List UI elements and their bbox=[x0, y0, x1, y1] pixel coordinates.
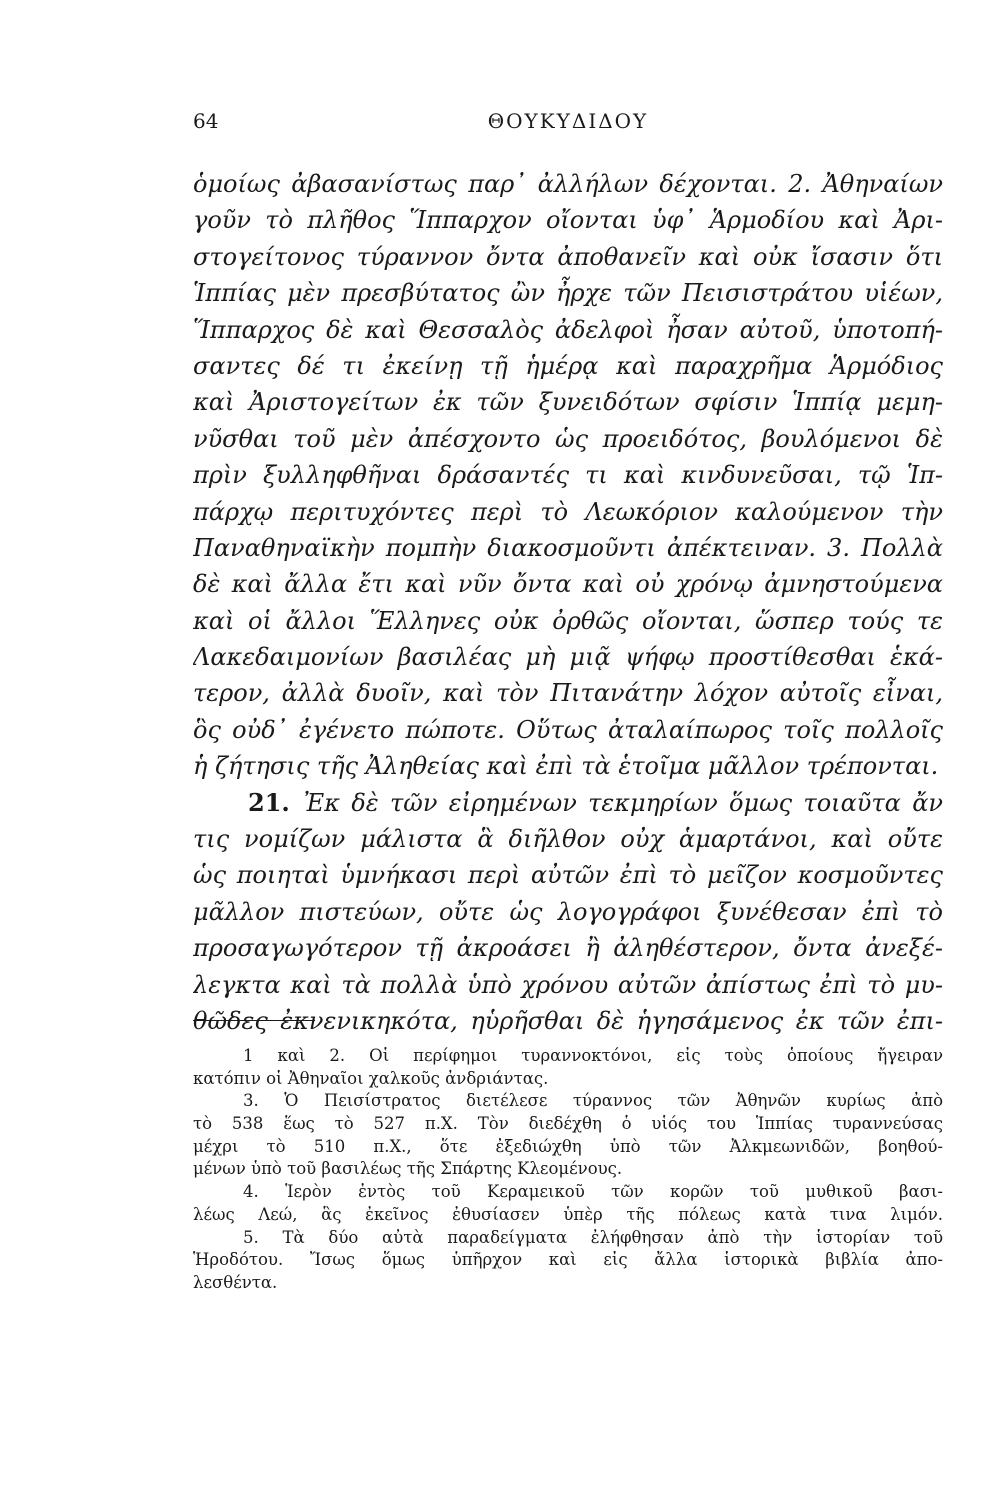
text-line: νῦσθαι τοῦ μὲν ἀπέσχοντο ὡς προειδότος, βουλόμενοι δὲ bbox=[193, 424, 943, 453]
main-text bbox=[193, 166, 943, 1039]
text-line: θῶδες ἐκνενικηκότα, ηὑρῆσθαι δὲ ἡγησάμενος ἐκ τῶν ἐπι- bbox=[193, 1006, 943, 1035]
text-line: προσαγωγότερον τῇ ἀκροάσει ἢ ἀληθέστερον, ὄντα ἀνεξέ- bbox=[193, 934, 943, 963]
chapter-number: 21. bbox=[248, 787, 290, 817]
footnote-line: μέχρι τὸ 510 π.Χ., ὅτε ἐξεδιώχθη ὑπὸ τῶν Ἀλκμεωνιδῶν, βοηθού- bbox=[193, 1136, 943, 1156]
text-line-content: Ἐκ δὲ τῶν εἰρημένων τεκμηρίων ὅμως τοιαῦτα ἄν bbox=[303, 788, 943, 817]
footnote-line: μένων ὑπὸ τοῦ βασιλέως τῆς Σπάρτης Κλεομένους. bbox=[193, 1159, 623, 1179]
text-line: στογείτονος τύραννον ὄντα ἀποθανεῖν καὶ οὐκ ἴσασιν ὅτι bbox=[193, 242, 943, 271]
footnote-line: λέως Λεώ, ἃς ἐκεῖνος ἐθυσίασεν ὑπὲρ τῆς πόλεως κατὰ τινα λιμόν. bbox=[193, 1204, 943, 1224]
footnote-line: τὸ 538 ἕως τὸ 527 π.Χ. Τὸν διεδέχθη ὁ υἱός του Ἱππίας τυραννεύσας bbox=[193, 1114, 943, 1134]
footnote-line: 1 καὶ 2. Οἱ περίφημοι τυραννοκτόνοι, εἰς τοὺς ὁποίους ἤγειραν bbox=[243, 1046, 943, 1065]
text-line: πάρχῳ περιτυχόντες περὶ τὸ Λεωκόριον καλούμενον τὴν bbox=[193, 497, 943, 526]
text-line: Ἱππίας μὲν πρεσβύτατος ὢν ἦρχε τῶν Πεισιστράτου υἱέων, bbox=[193, 279, 943, 308]
page-number: 64 bbox=[193, 109, 219, 133]
text-line: μᾶλλον πιστεύων, οὔτε ὡς λογογράφοι ξυνέθεσαν ἐπὶ τὸ bbox=[193, 897, 943, 926]
footnotes bbox=[193, 1045, 943, 1295]
text-line: ἡ ζήτησις τῆς Ἀληθείας καὶ ἐπὶ τὰ ἑτοῖμα μᾶλλον τρέπονται. bbox=[193, 752, 939, 781]
text-line: γοῦν τὸ πλῆθος Ἵππαρχον οἴονται ὑφ᾽ Ἁρμοδίου καὶ Ἀρι- bbox=[193, 206, 943, 235]
text-line: τερον, ἀλλὰ δυοῖν, καὶ τὸν Πιτανάτην λόχον αὐτοῖς εἶναι, bbox=[193, 679, 943, 708]
text-line: καὶ οἱ ἄλλοι Ἕλληνες οὐκ ὀρθῶς οἴονται, ὥσπερ τούς τε bbox=[193, 606, 943, 635]
text-line: σαντες δέ τι ἐκείνῃ τῇ ἡμέρᾳ καὶ παραχρῆμα Ἁρμόδιος bbox=[193, 351, 943, 380]
text-line: καὶ Ἀριστογείτων ἐκ τῶν ξυνειδότων σφίσιν Ἱππίᾳ μεμη- bbox=[193, 388, 943, 417]
footnote-divider bbox=[193, 1020, 315, 1021]
page-header bbox=[193, 103, 943, 137]
footnote-line: 4. Ἱερὸν ἐντὸς τοῦ Κεραμεικοῦ τῶν κορῶν τοῦ μυθικοῦ βασι- bbox=[243, 1182, 943, 1202]
footnote-line: κατόπιν οἱ Ἀθηναῖοι χαλκοῦς ἀνδριάντας. bbox=[193, 1068, 549, 1088]
text-line: ὡς ποιηταὶ ὑμνήκασι περὶ αὐτῶν ἐπὶ τὸ μεῖζον κοσμοῦντες bbox=[193, 861, 943, 890]
footnote-line: 5. Τὰ δύο αὐτὰ παραδείγματα ἐλήφθησαν ἀπὸ τὴν ἱστορίαν τοῦ bbox=[243, 1227, 943, 1247]
text-line: δὲ καὶ ἄλλα ἔτι καὶ νῦν ὄντα καὶ οὐ χρόνῳ ἀμνηστούμενα bbox=[193, 570, 943, 599]
text-line: Λακεδαιμονίων βασιλέας μὴ μιᾷ ψήφῳ προστίθεσθαι ἑκά- bbox=[193, 643, 943, 672]
footnote-line: λεσθέντα. bbox=[193, 1272, 278, 1292]
text-line: ὁμοίως ἀβασανίστως παρ᾽ ἀλλήλων δέχονται. 2. Ἀθηναίων bbox=[193, 170, 943, 198]
text-line: πρὶν ξυλληφθῆναι δράσαντές τι καὶ κινδυνεῦσαι, τῷ Ἱπ- bbox=[193, 461, 943, 490]
text-line: τις νομίζων μάλιστα ἃ διῆλθον οὐχ ἁμαρτάνοι, καὶ οὔτε bbox=[193, 825, 943, 854]
text-line: Ἵππαρχος δὲ καὶ Θεσσαλὸς ἀδελφοὶ ἦσαν αὐτοῦ, ὑποτοπή- bbox=[193, 315, 943, 344]
running-title: ΘΟΥΚΥΔΙΔΟΥ bbox=[487, 109, 649, 133]
text-line: Παναθηναϊκὴν πομπὴν διακοσμοῦντι ἀπέκτειναν. 3. Πολλὰ bbox=[193, 533, 943, 562]
text-line: ὃς οὐδ᾽ ἐγένετο πώποτε. Οὕτως ἀταλαίπωρος τοῖς πολλοῖς bbox=[193, 715, 943, 744]
chapter-first-line bbox=[193, 785, 943, 821]
footnote-line: Ἡροδότου. Ἴσως ὅμως ὑπῆρχον καὶ εἰς ἄλλα ἱστορικὰ βιβλία ἀπο- bbox=[193, 1250, 943, 1270]
text-line: λεγκτα καὶ τὰ πολλὰ ὑπὸ χρόνου αὐτῶν ἀπίστως ἐπὶ τὸ μυ- bbox=[193, 970, 943, 999]
footnote-line: 3. Ὁ Πεισίστρατος διετέλεσε τύραννος τῶν Ἀθηνῶν κυρίως ἀπὸ bbox=[243, 1091, 943, 1111]
